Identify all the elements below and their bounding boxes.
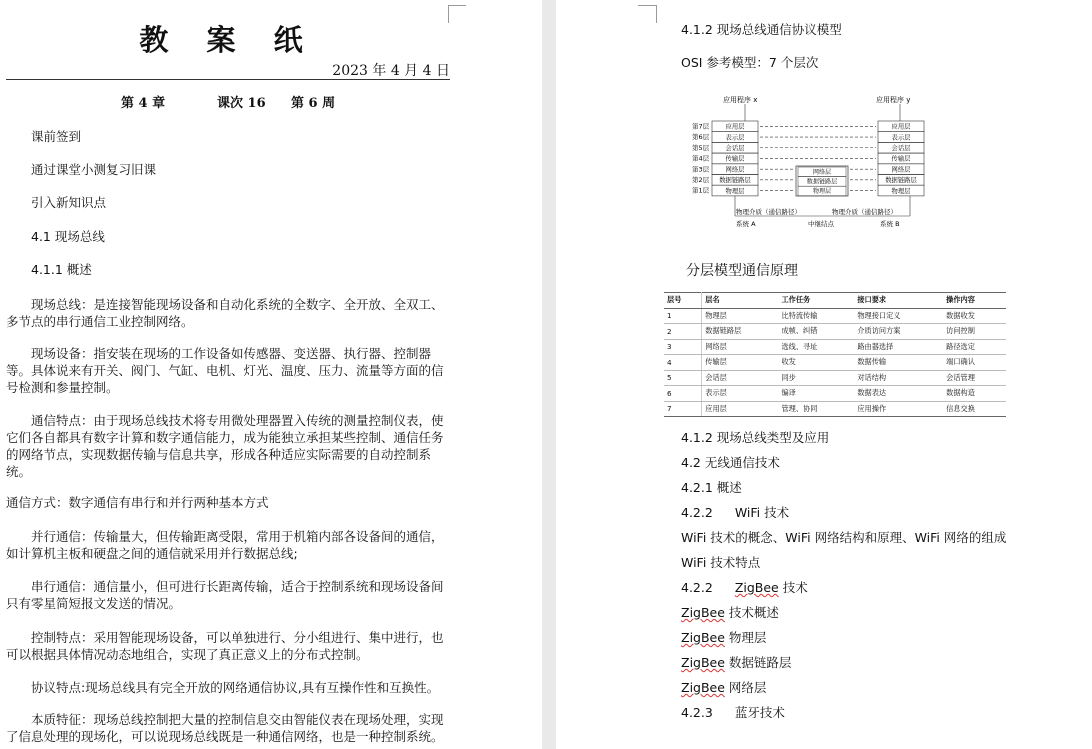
page-corner-mark	[656, 5, 657, 23]
table-row	[664, 355, 1006, 371]
system-b-layer-name: 表示层	[891, 134, 911, 142]
paragraph: 现场总线：是连接智能现场设备和自动化系统的全数字、全开放、全双工、多节点的串行通信工业控制网络。	[6, 297, 444, 329]
medium-label-b: 物理介质（通信路径）	[832, 208, 897, 216]
layer-number-label: 第7层	[692, 122, 710, 131]
system-b-layer-name: 物理层	[891, 187, 911, 195]
app-y-label: 应用程序 y	[876, 96, 911, 104]
table-cell: 表示层	[702, 386, 779, 402]
title-rule	[6, 79, 450, 80]
paragraph: WiFi 技术特点	[681, 555, 761, 570]
table-cell: 2	[664, 324, 702, 340]
section-title: WiFi 技术	[734, 505, 790, 520]
table-cell: 4	[664, 355, 702, 371]
system-b-layer-name: 会话层	[891, 145, 911, 152]
document-page-left	[0, 0, 542, 749]
layer-number-label: 第3层	[692, 165, 710, 174]
paragraph: 本质特征：现场总线控制把大量的控制信息交由智能仪表在现场处理，实现了信息处理的现场化，可以说现场总线既是一种通信网络，也是一种控制系统。	[6, 712, 444, 744]
paragraph	[681, 680, 766, 696]
section-heading: 4.2.1 概述	[681, 480, 742, 495]
table-cell: 会话管理	[943, 370, 1006, 386]
list-item: 课前签到	[31, 129, 82, 144]
table-header-cell: 层名	[702, 293, 779, 309]
system-a-layer-name: 传输层	[725, 155, 745, 163]
table-row	[664, 308, 1006, 324]
system-a-layer-name: 会话层	[725, 145, 745, 152]
system-a-layer-name: 表示层	[725, 134, 745, 142]
table-cell: 应用操作	[854, 401, 943, 417]
table-cell: 物理接口定义	[854, 308, 943, 324]
paragraph	[681, 655, 791, 671]
table-cell: 收发	[778, 355, 854, 371]
system-b-label: 系统 B	[880, 220, 900, 228]
table-row	[664, 370, 1006, 386]
system-a-layer-name: 应用层	[725, 123, 745, 131]
section-number: 4.2.3	[681, 705, 713, 720]
table-header-cell: 工作任务	[778, 293, 854, 309]
layer-number-label: 第6层	[692, 133, 710, 142]
osi-model-diagram	[690, 90, 950, 232]
table-cell: 5	[664, 370, 702, 386]
subtitle: 分层模型通信原理	[686, 263, 798, 279]
page-corner-mark	[448, 5, 466, 6]
chapter-label: 第 4 章	[121, 96, 166, 111]
section-heading: 4.1.2 现场总线类型及应用	[681, 430, 830, 445]
table-cell: 7	[664, 401, 702, 417]
section-number: 4.2.2	[681, 580, 713, 595]
relay-layer-name: 物理层	[812, 188, 832, 196]
section-heading: 4.1 现场总线	[31, 229, 105, 244]
table-cell: 传输层	[702, 355, 779, 371]
layer-number-label: 第1层	[692, 186, 710, 195]
line-text: 技术概述	[724, 605, 779, 620]
table-cell: 成帧、纠错	[778, 324, 854, 340]
document-title: 教 案 纸	[139, 23, 317, 57]
medium-label-a: 物理介质（通信路径）	[736, 208, 801, 216]
section-heading: 4.2 无线通信技术	[681, 455, 780, 470]
paragraph: 现场设备：指安装在现场的工作设备如传感器、变送器、执行器、控制器等。具体说来有开关、阀门、气缸、电机、灯光、温度、压力、流量等方面的信号检测和参量控制。	[6, 346, 444, 395]
table-cell: 物理层	[702, 308, 779, 324]
system-b-layer-name: 网络层	[891, 166, 911, 174]
relay-layer-name: 网络层	[812, 169, 832, 176]
paragraph: 通信特点：由于现场总线技术将专用微处理器置入传统的测量控制仪表，使它们各自都具有数字计算和数字通信能力，成为能独立承担某些控制、通信任务的网络节点，实现数据传输与信息共享，形成各种适应实际需要的自动控制系统。	[6, 413, 444, 479]
spelling-flag: ZigBee	[681, 605, 725, 620]
paragraph: 通信方式：数字通信有串行和并行两种基本方式	[6, 495, 269, 510]
table-row	[664, 324, 1006, 340]
list-item: 引入新知识点	[31, 195, 107, 210]
relay-layer-name: 数据链路层	[806, 178, 838, 186]
list-item: 通过课堂小测复习旧课	[31, 162, 157, 177]
system-b-layer-name: 数据链路层	[885, 177, 917, 185]
table-cell: 路由器选择	[854, 339, 943, 355]
table-header-cell: 操作内容	[943, 293, 1006, 309]
relay-label: 中继结点	[808, 220, 834, 228]
table-cell: 数据构造	[943, 386, 1006, 402]
spelling-flag: ZigBee	[681, 680, 725, 695]
section-heading	[681, 705, 785, 721]
paragraph: WiFi 技术的概念、WiFi 网络结构和原理、WiFi 网络的组成	[681, 530, 1007, 545]
system-a-layer-name: 网络层	[725, 166, 745, 174]
layer-number-label: 第4层	[692, 154, 710, 163]
system-b-layer-name: 应用层	[891, 123, 911, 131]
table-row	[664, 339, 1006, 355]
table-cell: 数据收发	[943, 308, 1006, 324]
table-cell: 网络层	[702, 339, 779, 355]
table-cell: 编译	[778, 386, 854, 402]
section-heading	[681, 505, 789, 521]
table-cell: 选线、寻址	[778, 339, 854, 355]
section-heading: 4.1.2 现场总线通信协议模型	[681, 22, 842, 37]
section-number: 4.2.2	[681, 505, 713, 520]
system-a-label: 系统 A	[736, 220, 756, 228]
section-heading	[681, 580, 808, 596]
paragraph	[681, 605, 779, 621]
system-a-layer-name: 数据链路层	[719, 177, 751, 185]
layer-table	[664, 292, 1006, 417]
table-cell: 3	[664, 339, 702, 355]
table-cell: 数据表达	[854, 386, 943, 402]
table-cell: 应用层	[702, 401, 779, 417]
table-cell: 信息交换	[943, 401, 1006, 417]
system-b-layer-name: 传输层	[891, 155, 911, 163]
table-cell: 数据传输	[854, 355, 943, 371]
table-header-cell: 接口要求	[854, 293, 943, 309]
paragraph	[681, 630, 766, 646]
table-row	[664, 386, 1006, 402]
page-corner-mark	[638, 5, 656, 6]
table-cell: 管理、协同	[778, 401, 854, 417]
table-cell: 对话结构	[854, 370, 943, 386]
lesson-label: 课次 16	[217, 96, 266, 111]
section-heading: 4.1.1 概述	[31, 262, 92, 277]
layer-number-label: 第2层	[692, 176, 710, 184]
table-cell: 会话层	[702, 370, 779, 386]
spelling-flag: ZigBee	[681, 630, 725, 645]
table-cell: 同步	[778, 370, 854, 386]
table-header-cell: 层号	[664, 293, 702, 309]
line-text: 物理层	[724, 630, 767, 645]
table-cell: 端口确认	[943, 355, 1006, 371]
week-label: 第 6 周	[291, 96, 336, 111]
line-text: 数据链路层	[724, 655, 792, 670]
section-title: 技术	[778, 580, 808, 595]
table-cell: 6	[664, 386, 702, 402]
table-cell: 1	[664, 308, 702, 324]
paragraph: 控制特点：采用智能现场设备，可以单独进行、分小组进行、集中进行，也可以根据具体情况动态地组合，实现了真正意义上的分布式控制。	[6, 630, 444, 662]
table-cell: 介质访问方案	[854, 324, 943, 340]
table-cell: 数据链路层	[702, 324, 779, 340]
app-x-label: 应用程序 x	[723, 96, 758, 104]
spelling-flag: ZigBee	[734, 580, 779, 595]
paragraph: OSI 参考模型：7 个层次	[681, 55, 819, 70]
document-date: 2023 年 4 月 4 日	[332, 63, 450, 79]
paragraph: 串行通信：通信量小，但可进行长距离传输，适合于控制系统和现场设备间只有零星简短报文发送的情况。	[6, 579, 444, 611]
table-cell: 访问控制	[943, 324, 1006, 340]
section-title: 蓝牙技术	[734, 705, 785, 720]
system-a-layer-name: 物理层	[725, 187, 745, 195]
paragraph: 并行通信：传输量大，但传输距离受限，常用于机箱内部各设备间的通信，如计算机主板和硬盘之间的通信就采用并行数据总线;	[6, 529, 444, 561]
line-text: 网络层	[724, 680, 767, 695]
table-cell: 比特流传输	[778, 308, 854, 324]
table-row	[664, 401, 1006, 417]
table-cell: 路径选定	[943, 339, 1006, 355]
layer-number-label: 第5层	[692, 143, 710, 152]
spelling-flag: ZigBee	[681, 655, 725, 670]
paragraph: 协议特点:现场总线具有完全开放的网络通信协议,具有互操作性和互换性。	[31, 680, 440, 695]
